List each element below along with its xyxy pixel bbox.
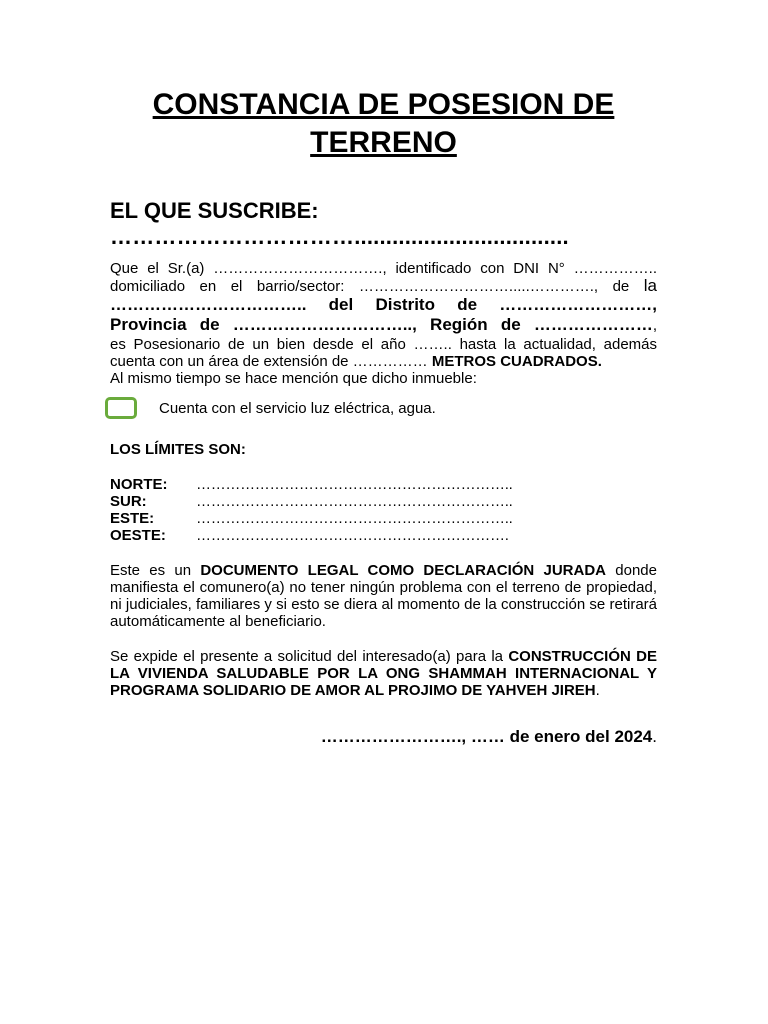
location-province-text: Provincia de ………………………….., Región de ………………… [110, 315, 653, 334]
possession-area-text: cuenta con un área de extensión de …………… [110, 353, 432, 370]
limit-value: ………………………………………………………. [196, 527, 509, 544]
owner-line-2-text: domiciliado en el barrio/sector: ………………………….....…………., de [110, 278, 644, 295]
services-checkbox-label: Cuenta con el servicio luz eléctrica, agua. [159, 399, 436, 417]
date-period: . [652, 727, 657, 746]
request-intro: Se expide el presente a solicitud del interesado(a) para la [110, 648, 509, 665]
services-checkbox-row[interactable] [110, 397, 657, 419]
request-end: . [595, 682, 600, 699]
limit-row-sur [110, 493, 657, 510]
possession-line-3: Al mismo tiempo se hace mención que dicho inmueble: [110, 370, 477, 387]
possession-line-2 [110, 353, 657, 370]
limit-value: ……………………………………………………….. [196, 510, 513, 527]
limit-label: SUR: [110, 493, 147, 510]
owner-line-2-la: la [643, 276, 657, 295]
declaration-intro: Este es un [110, 562, 201, 579]
limit-value: ……………………………………………………….. [196, 476, 513, 493]
limit-row-norte [110, 476, 657, 493]
possession-line-1: es Posesionario de un bien desde el año …….. hasta la actualidad, además [110, 336, 657, 353]
limit-label: NORTE: [110, 476, 168, 493]
paragraph-declaration [110, 562, 657, 630]
limit-value: ……………………………………………………….. [196, 493, 513, 510]
location-comma: , [652, 317, 657, 334]
limit-row-este [110, 510, 657, 527]
paragraph-location [110, 295, 657, 336]
declaration-body: donde manifiesta el comunero(a) no tener ningún problema con el terreno de propiedad, ni judiciales, familiares y si esto se diera al momento de la construcción se retirará automáticamente al beneficiario. [110, 562, 657, 630]
possession-area-unit: METROS CUADRADOS. [431, 353, 602, 370]
title-line-1: CONSTANCIA DE POSESION DE [152, 88, 615, 121]
location-line-district: …………………………….. del Distrito de ………………………, [110, 295, 657, 314]
owner-line-1: Que el Sr.(a) ……………………………., identificado con DNI N° …………….. [110, 260, 657, 277]
request-bold: CONSTRUCCIÓN DE LA VIVIENDA SALUDABLE POR LA ONG SHAMMAH INTERNACIONAL Y PROGRAMA SOLIDARIO DE AMOR AL PROJIMO DE YAHVEH JIREH [110, 648, 657, 699]
location-line-province [110, 315, 657, 336]
document-date [110, 727, 657, 747]
document-title [110, 86, 657, 162]
limit-row-oeste [110, 527, 657, 544]
services-checkbox[interactable] [105, 397, 137, 419]
limits-title: LOS LÍMITES SON: [110, 441, 246, 458]
paragraph-possession [110, 336, 657, 387]
title-line-2: TERRENO [310, 126, 457, 159]
owner-line-2 [110, 277, 657, 295]
document-page [110, 86, 657, 747]
suscribe-heading: EL QUE SUSCRIBE: [110, 198, 319, 223]
paragraph-owner [110, 260, 657, 295]
suscribe-name-blank: …………………………….................................. [110, 224, 569, 249]
date-text: ……………………., …… de enero del 2024 [320, 727, 653, 746]
limit-label: ESTE: [110, 510, 155, 527]
limit-label: OESTE: [110, 527, 166, 544]
declaration-bold: DOCUMENTO LEGAL COMO DECLARACIÓN JURADA [200, 562, 607, 579]
limits-list [110, 476, 657, 544]
paragraph-request [110, 648, 657, 699]
